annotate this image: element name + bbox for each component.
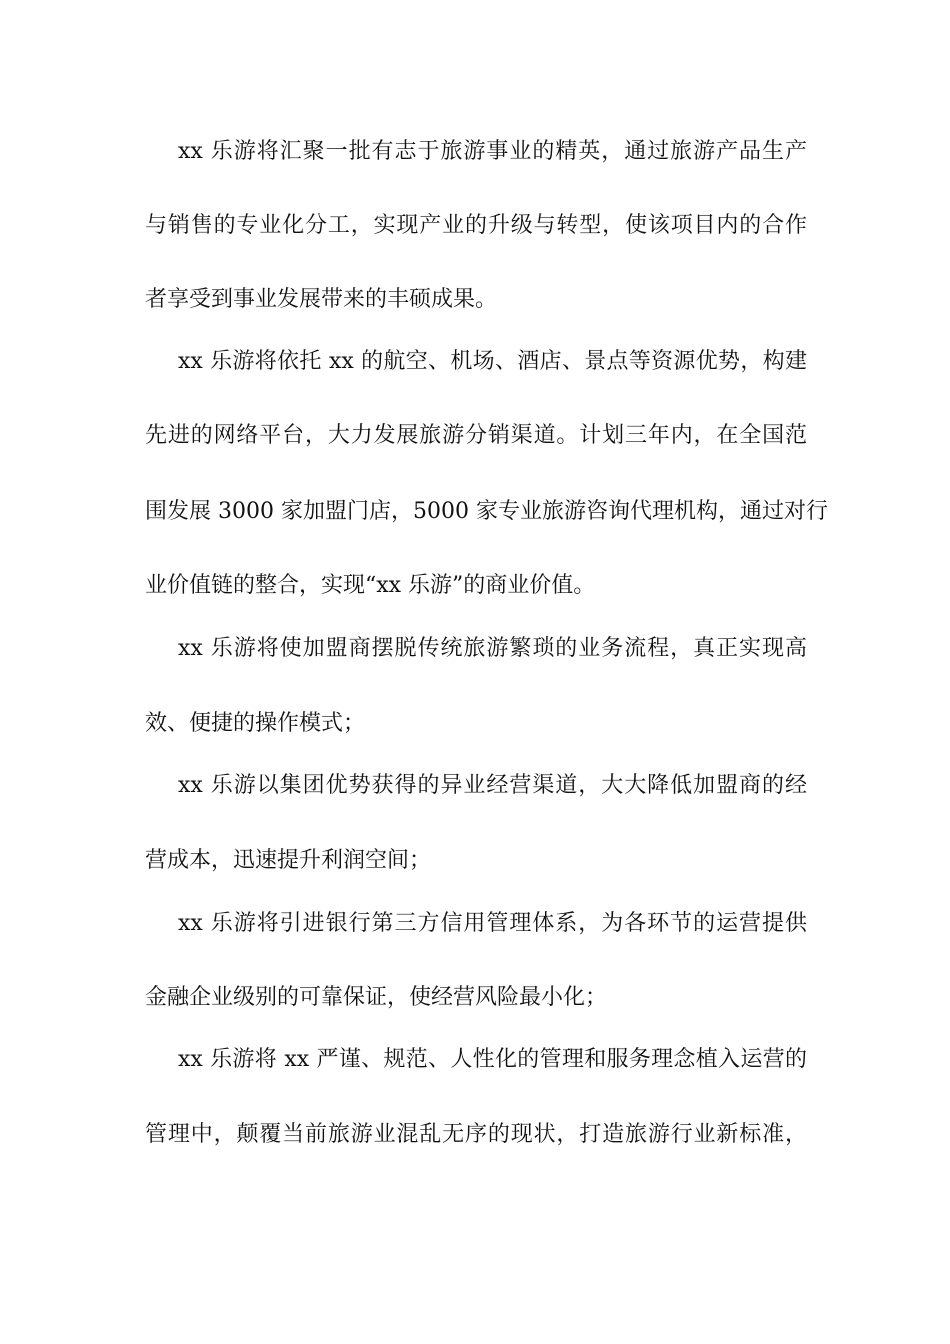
paragraph-3-line-1: xx 乐游将使加盟商摆脱传统旅游繁琐的业务流程，真正实现高 [178, 636, 807, 661]
paragraph-3-line-2: 效、便捷的操作模式； [145, 711, 366, 736]
paragraph-1-line-3: 者享受到事业发展带来的丰硕成果。 [145, 287, 498, 312]
paragraph-6-line-2: 管理中，颠覆当前旅游业混乱无序的现状，打造旅游行业新标准， [145, 1122, 807, 1147]
paragraph-1-line-1: xx 乐游将汇聚一批有志于旅游事业的精英，通过旅游产品生产 [178, 139, 807, 164]
paragraph-4-line-2: 营成本，迅速提升利润空间； [145, 848, 432, 873]
paragraph-2-line-2: 先进的网络平台，大力发展旅游分销渠道。计划三年内，在全国范 [145, 423, 807, 448]
paragraph-4-line-1: xx 乐游以集团优势获得的异业经营渠道，大大降低加盟商的经 [178, 773, 807, 798]
paragraph-5-line-2: 金融企业级别的可靠保证，使经营风险最小化； [145, 985, 608, 1010]
paragraph-1-line-2: 与销售的专业化分工，实现产业的升级与转型，使该项目内的合作 [145, 213, 807, 238]
paragraph-2-line-3: 围发展 3000 家加盟门店，5000 家专业旅游咨询代理机构，通过对行 [145, 499, 828, 524]
paragraph-2-line-1: xx 乐游将依托 xx 的航空、机场、酒店、景点等资源优势，构建 [178, 349, 807, 374]
paragraph-2-line-4: 业价值链的整合，实现“xx 乐游”的商业价值。 [145, 573, 596, 598]
paragraph-6-line-1: xx 乐游将 xx 严谨、规范、人性化的管理和服务理念植入运营的 [178, 1047, 807, 1072]
paragraph-5-line-1: xx 乐游将引进银行第三方信用管理体系，为各环节的运营提供 [178, 911, 807, 936]
